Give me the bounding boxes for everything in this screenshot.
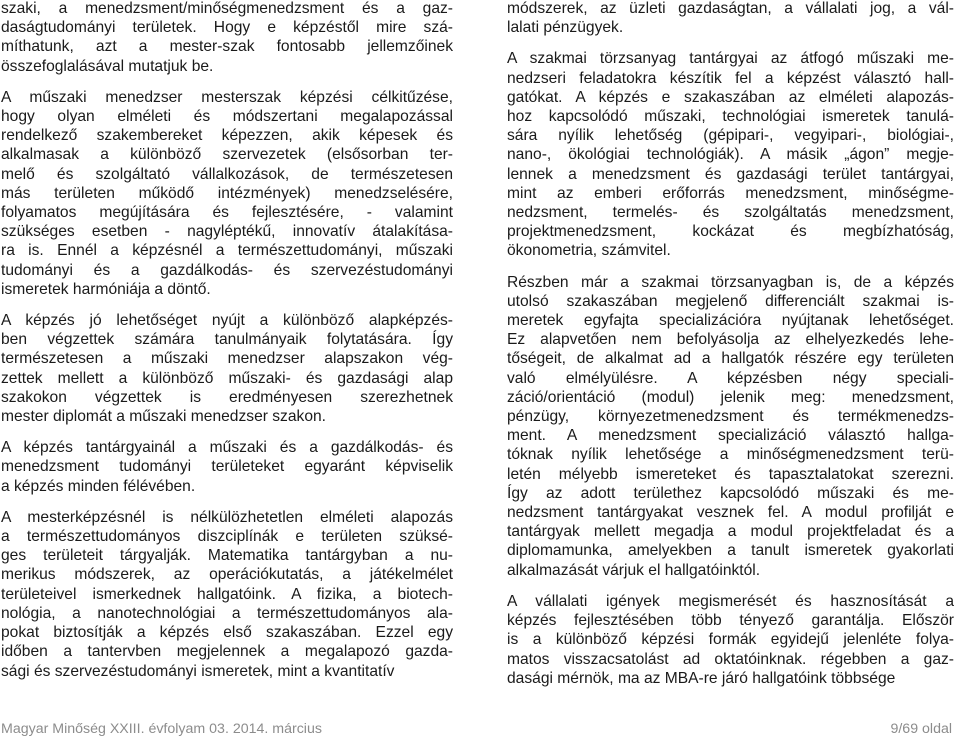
- text-line: ra is. Ennél a képzésnél a természettudományi, műszaki: [1, 242, 453, 260]
- text-line: menedzsment tudományi területeket egyaránt képviselik: [1, 458, 453, 476]
- right-text-column: [507, 0, 954, 700]
- paragraph: [1, 88, 453, 299]
- text-line: nológia, a nanotechnológiai a természettudományos ala-: [1, 604, 453, 622]
- text-line: letén mélyebb ismereteket és tapasztalatokat szerezni.: [507, 465, 954, 483]
- text-line: szükséges esetben - nagyléptékű, innovatív átalakítása-: [1, 223, 453, 241]
- text-line: projektmenedzsment, kockázat és megbízhatóság,: [507, 223, 954, 241]
- text-line: szakokon végzettek is eredményesen szerezhetnek: [1, 388, 453, 406]
- text-line: ben végzettek számára tanulmányaik folytatására. Így: [1, 331, 453, 349]
- text-line: zettek mellett a különböző műszaki- és gazdasági alap: [1, 369, 453, 387]
- text-line: ökonometria, számvitel.: [507, 242, 671, 260]
- text-line: képzés fejlesztésében több tényező garantálja. Először: [507, 612, 954, 630]
- text-line: lennek a menedzsment és gazdasági terület tantárgyai,: [507, 165, 954, 183]
- paragraph: [507, 49, 954, 260]
- text-line: nedzsment, termelés- és szolgáltatás menedzsment,: [507, 204, 954, 222]
- text-line: hoz kapcsolódó műszaki, technológiai ismeretek tanulá-: [507, 108, 954, 126]
- text-line: nano-, ökológiai technológiák). A másik „ágon” megje-: [507, 146, 954, 164]
- text-line: lalati pénzügyek.: [507, 19, 624, 37]
- paragraph: [1, 508, 453, 681]
- text-line: időben a tantervben megjelennek a megalapozó gazda-: [1, 643, 453, 661]
- text-line: sági és szervezéstudományi ismeretek, mint a kvantitatív: [1, 662, 395, 680]
- paragraph: [507, 592, 954, 688]
- left-text-column: [1, 0, 453, 693]
- text-line: a képzés minden félévében.: [1, 477, 196, 495]
- text-line: míthatunk, azt a mester-szak fontosabb jellemzőinek: [1, 38, 453, 56]
- text-line: a természettudományos diszciplínák e területen szüksé-: [1, 528, 453, 546]
- text-line: meretek egyfajta specializációra nyújtanak lehetőséget.: [507, 312, 954, 330]
- text-line: daságtudományi területek. Hogy e képzéstől mire szá-: [1, 19, 453, 37]
- text-line: módszerek, az üzleti gazdaságtan, a vállalati jog, a vál-: [507, 0, 954, 17]
- text-line: mester diplomát a műszaki menedzser szakon.: [1, 408, 327, 426]
- text-line: Részben már a szakmai törzsanyagban is, de a képzés: [507, 273, 954, 291]
- text-line: való elmélyülésre. A képzésben négy speciali-: [507, 369, 954, 387]
- text-line: alkalmazását várjuk el hallgatóinktól.: [507, 561, 761, 579]
- text-line: alkalmasak a különböző szervezetek (elsősorban ter-: [1, 146, 453, 164]
- text-line: tudományi és a gazdálkodás- és szervezéstudományi: [1, 261, 453, 279]
- page-footer: [1, 721, 952, 741]
- text-line: Ez alapvetően nem befolyásolja az elhelyezkedés lehe-: [507, 331, 954, 349]
- text-line: sára nyílik lehetőség (gépipari-, vegyipari-, biológiai-,: [507, 127, 954, 145]
- text-line: mint az emberi erőforrás menedzsment, minőségme-: [507, 184, 954, 202]
- text-line: záció/orientáció (modul) jelenik meg: menedzsment,: [507, 388, 954, 406]
- paragraph: [507, 0, 954, 37]
- text-line: A vállalati igények megismerését és hasznosítását a: [507, 592, 954, 610]
- text-line: dasági mérnök, ma az MBA-re járó hallgatóink többsége: [507, 669, 896, 687]
- text-line: területeivel ismerkednek hallgatóink. A fizika, a biotech-: [1, 585, 453, 603]
- paragraph: [1, 311, 453, 426]
- text-line: matos visszacsatolást ad oktatóinknak. régebben a gaz-: [507, 650, 954, 668]
- text-line: diplomamunka, amelyekben a tanult ismeretek gyakorlati: [507, 542, 954, 560]
- text-line: pokat biztosítják a képzés első szakaszában. Ezzel egy: [1, 624, 453, 642]
- text-line: ismeretek harmóniája a döntő.: [1, 280, 211, 298]
- text-line: is a különböző képzési formák egyidejű jelenléte folya-: [507, 631, 954, 649]
- text-line: tantárgyak mellett megadja a modul projektfeladat és a: [507, 523, 954, 541]
- text-line: rendelkező szakembereket képezzen, akik képesek és: [1, 127, 453, 145]
- text-line: merikus módszerek, az operációkutatás, a játékelmélet: [1, 566, 453, 584]
- text-line: szaki, a menedzsment/minőségmenedzsment és a gaz-: [1, 0, 453, 17]
- text-line: folyamatos megújítására és fejlesztésére, - valamint: [1, 204, 453, 222]
- text-line: A szakmai törzsanyag tantárgyai az átfogó műszaki me-: [507, 50, 954, 68]
- text-line: hogy olyan elméleti és módszertani megalapozással: [1, 108, 453, 126]
- text-line: A műszaki menedzser mesterszak képzési célkitűzése,: [1, 88, 453, 106]
- text-line: más területen működő intézmények) menedzselésére,: [1, 184, 453, 202]
- paragraph: [507, 273, 954, 580]
- footer-page-number: 9/69 oldal: [890, 721, 952, 737]
- text-line: természetesen a műszaki menedzser alapszakon vég-: [1, 350, 453, 368]
- text-line: nedzsment tantárgyakat vesznek fel. A modul profilját e: [507, 504, 954, 522]
- text-line: A képzés tantárgyainál a műszaki és a gazdálkodás- és: [1, 439, 453, 457]
- text-line: melő és szolgáltató vállalkozások, de természetesen: [1, 165, 453, 183]
- text-line: Így az adott területhez kapcsolódó műszaki és me-: [507, 484, 954, 502]
- text-line: összefoglalásával mutatjuk be.: [1, 57, 214, 75]
- text-line: nedzseri feladatokra készítik fel a képzést választó hall-: [507, 69, 954, 87]
- text-line: pénzügy, környezetmenedzsment és termékmenedzs-: [507, 408, 954, 426]
- text-line: utolsó szakaszában megjelenő differenciált szakmai is-: [507, 292, 954, 310]
- paragraph: [1, 438, 453, 496]
- paragraph: [1, 0, 453, 76]
- text-line: A mesterképzésnél is nélkülözhetetlen elméleti alapozás: [1, 508, 453, 526]
- text-line: gatókat. A képzés e szakaszában az elméleti alapozás-: [507, 88, 954, 106]
- text-line: tóknak nyílik lehetősége a minőségmenedzsment terü-: [507, 446, 954, 464]
- footer-journal-info: Magyar Minőség XXIII. évfolyam 03. 2014. március: [1, 721, 322, 737]
- text-line: A képzés jó lehetőséget nyújt a különböző alapképzés-: [1, 312, 453, 330]
- text-line: ment. A menedzsment specializáció választó hallga-: [507, 427, 954, 445]
- text-line: tőségeit, de alkalmat ad a hallgatók részére egy területen: [507, 350, 954, 368]
- text-line: ges területeit tárgyalják. Matematika tantárgyban a nu-: [1, 547, 453, 565]
